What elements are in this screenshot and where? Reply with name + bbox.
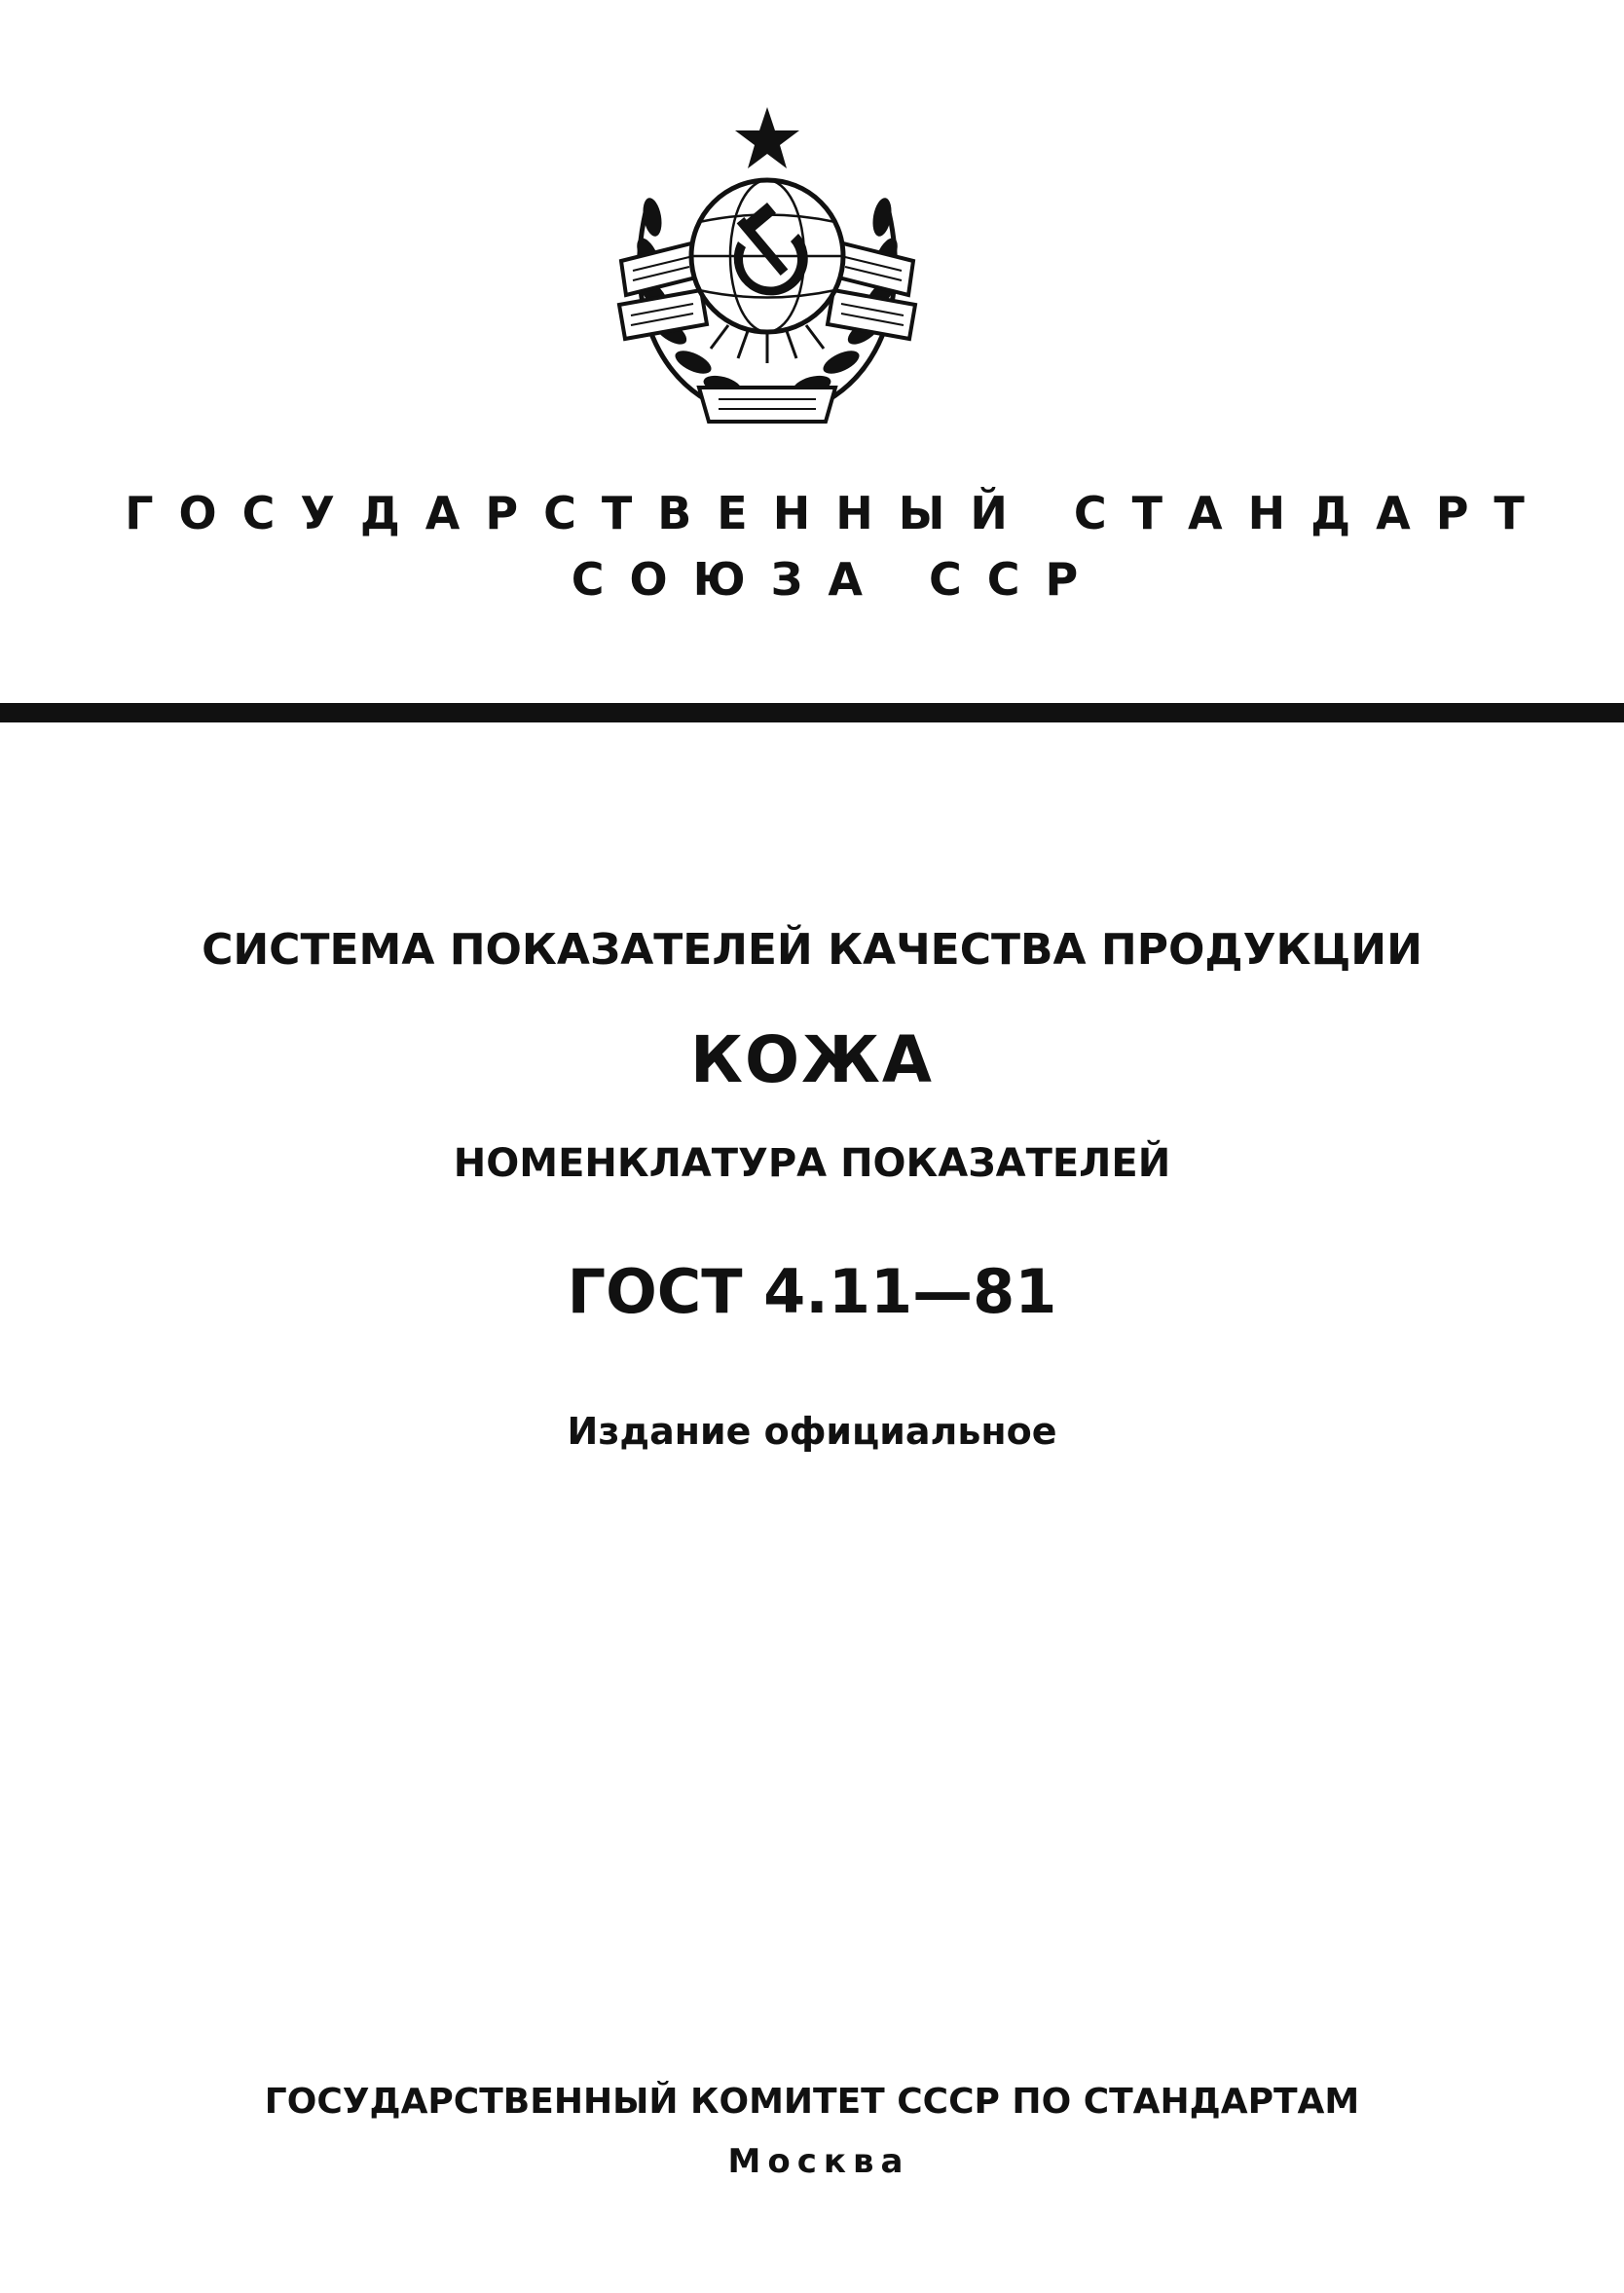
standard-code: ГОСТ 4.11—81 bbox=[567, 1256, 1057, 1327]
product-title: КОЖА bbox=[690, 1022, 934, 1097]
publisher-name: ГОСУДАРСТВЕННЫЙ КОМИТЕТ СССР ПО СТАНДАРТАМ bbox=[264, 2082, 1360, 2122]
header-divider bbox=[0, 703, 1624, 722]
ussr-state-emblem-icon bbox=[592, 95, 942, 446]
standard-header-line1: ГОСУДАРСТВЕННЫЙ СТАНДАРТ bbox=[125, 487, 1550, 539]
publisher-city: Москва bbox=[727, 2142, 910, 2181]
edition-note: Издание официальное bbox=[567, 1410, 1057, 1453]
system-title: СИСТЕМА ПОКАЗАТЕЛЕЙ КАЧЕСТВА ПРОДУКЦИИ bbox=[202, 925, 1422, 975]
standard-header-line2: СОЮЗА ССР bbox=[571, 553, 1104, 606]
document-subtitle: НОМЕНКЛАТУРА ПОКАЗАТЕЛЕЙ bbox=[453, 1141, 1171, 1186]
